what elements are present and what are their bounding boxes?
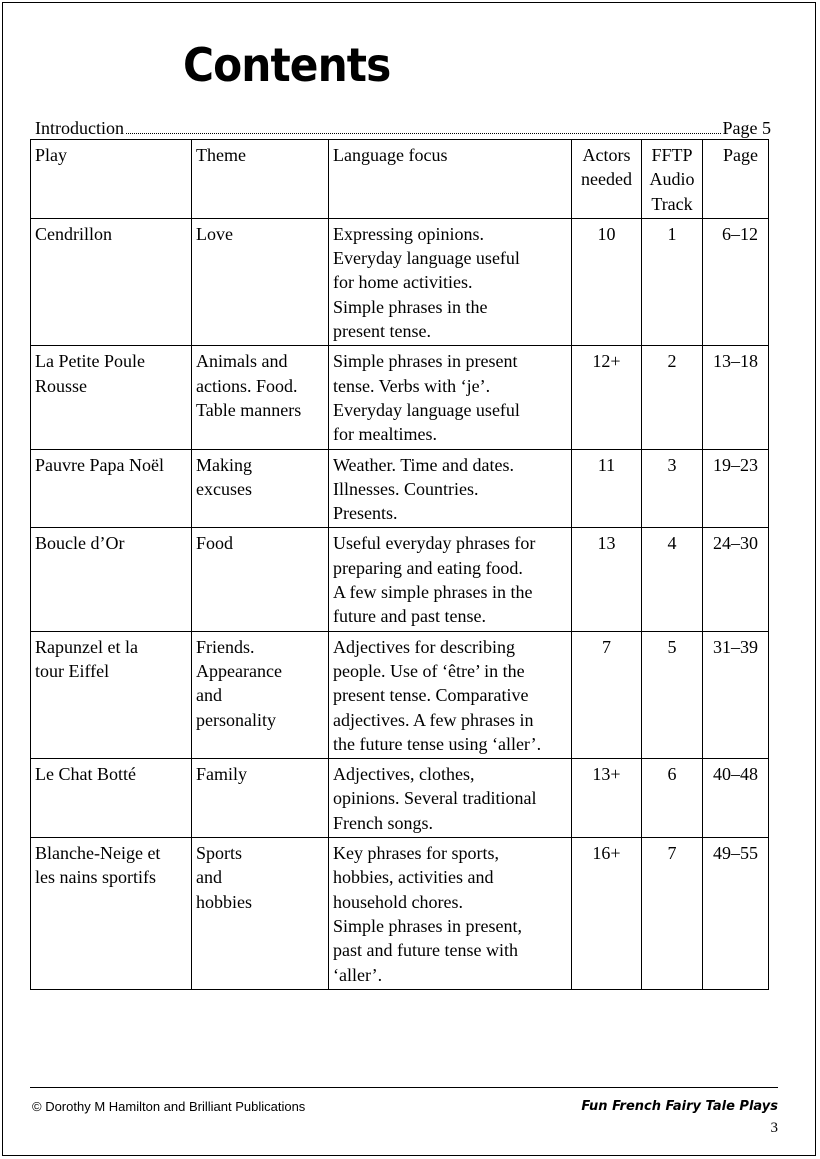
page-title: Contents — [183, 38, 391, 92]
cell-play: La Petite Poule Rousse — [31, 346, 192, 449]
cell-audio-track: 3 — [642, 449, 703, 528]
cell-theme: Making excuses — [192, 449, 329, 528]
cell-audio-track: 6 — [642, 759, 703, 838]
table-row — [31, 528, 769, 631]
cell-page-range: 31–39 — [703, 631, 769, 758]
cell-language-focus: Adjectives for describing people. Use of ‘être’ in the present tense. Comparative adjectives. A few phrases in the future tense using ‘aller’. — [329, 631, 572, 758]
table-row — [31, 759, 769, 838]
cell-actors-needed: 16+ — [572, 838, 642, 990]
cell-audio-track: 7 — [642, 838, 703, 990]
table-row — [31, 838, 769, 990]
leader-dots — [126, 121, 721, 134]
footer-divider — [30, 1087, 778, 1088]
column-header-language-focus: Language focus — [329, 140, 572, 219]
cell-page-range: 13–18 — [703, 346, 769, 449]
cell-play: Cendrillon — [31, 218, 192, 345]
cell-theme: Family — [192, 759, 329, 838]
introduction-label: Introduction — [35, 118, 124, 138]
cell-language-focus: Adjectives, clothes, opinions. Several traditional French songs. — [329, 759, 572, 838]
cell-play: Pauvre Papa Noël — [31, 449, 192, 528]
cell-page-range: 24–30 — [703, 528, 769, 631]
cell-play: Rapunzel et la tour Eiffel — [31, 631, 192, 758]
cell-play: Le Chat Botté — [31, 759, 192, 838]
column-header-page-range: Page — [703, 140, 769, 219]
cell-page-range: 19–23 — [703, 449, 769, 528]
column-header-play: Play — [31, 140, 192, 219]
cell-audio-track: 5 — [642, 631, 703, 758]
cell-language-focus: Useful everyday phrases for preparing and eating food. A few simple phrases in the future and past tense. — [329, 528, 572, 631]
contents-table — [30, 139, 769, 990]
cell-actors-needed: 13+ — [572, 759, 642, 838]
cell-actors-needed: 10 — [572, 218, 642, 345]
introduction-page: Page 5 — [722, 118, 771, 138]
cell-language-focus: Weather. Time and dates. Illnesses. Countries. Presents. — [329, 449, 572, 528]
page-number: 3 — [770, 1120, 778, 1136]
cell-theme: Sports and hobbies — [192, 838, 329, 990]
table-row — [31, 218, 769, 345]
table-row — [31, 631, 769, 758]
table-header-row — [31, 140, 769, 219]
table-row — [31, 449, 769, 528]
cell-page-range: 49–55 — [703, 838, 769, 990]
column-header-theme: Theme — [192, 140, 329, 219]
cell-language-focus: Key phrases for sports, hobbies, activities and household chores. Simple phrases in present, past and future tense with ‘aller’. — [329, 838, 572, 990]
copyright-notice: © Dorothy M Hamilton and Brilliant Publications — [32, 1099, 306, 1114]
column-header-actors-needed: Actors needed — [572, 140, 642, 219]
cell-audio-track: 1 — [642, 218, 703, 345]
introduction-entry — [35, 118, 771, 139]
cell-language-focus: Expressing opinions. Everyday language useful for home activities. Simple phrases in the present tense. — [329, 218, 572, 345]
cell-actors-needed: 11 — [572, 449, 642, 528]
cell-play: Blanche-Neige et les nains sportifs — [31, 838, 192, 990]
cell-theme: Animals and actions. Food. Table manners — [192, 346, 329, 449]
cell-theme: Friends. Appearance and personality — [192, 631, 329, 758]
cell-theme: Love — [192, 218, 329, 345]
book-title: Fun French Fairy Tale Plays — [581, 1099, 778, 1114]
cell-play: Boucle d’Or — [31, 528, 192, 631]
cell-actors-needed: 13 — [572, 528, 642, 631]
cell-audio-track: 2 — [642, 346, 703, 449]
cell-audio-track: 4 — [642, 528, 703, 631]
cell-actors-needed: 7 — [572, 631, 642, 758]
cell-language-focus: Simple phrases in present tense. Verbs with ‘je’. Everyday language useful for mealtimes. — [329, 346, 572, 449]
cell-page-range: 40–48 — [703, 759, 769, 838]
cell-actors-needed: 12+ — [572, 346, 642, 449]
table-row — [31, 346, 769, 449]
cell-page-range: 6–12 — [703, 218, 769, 345]
cell-theme: Food — [192, 528, 329, 631]
column-header-audio-track: FFTP Audio Track — [642, 140, 703, 219]
